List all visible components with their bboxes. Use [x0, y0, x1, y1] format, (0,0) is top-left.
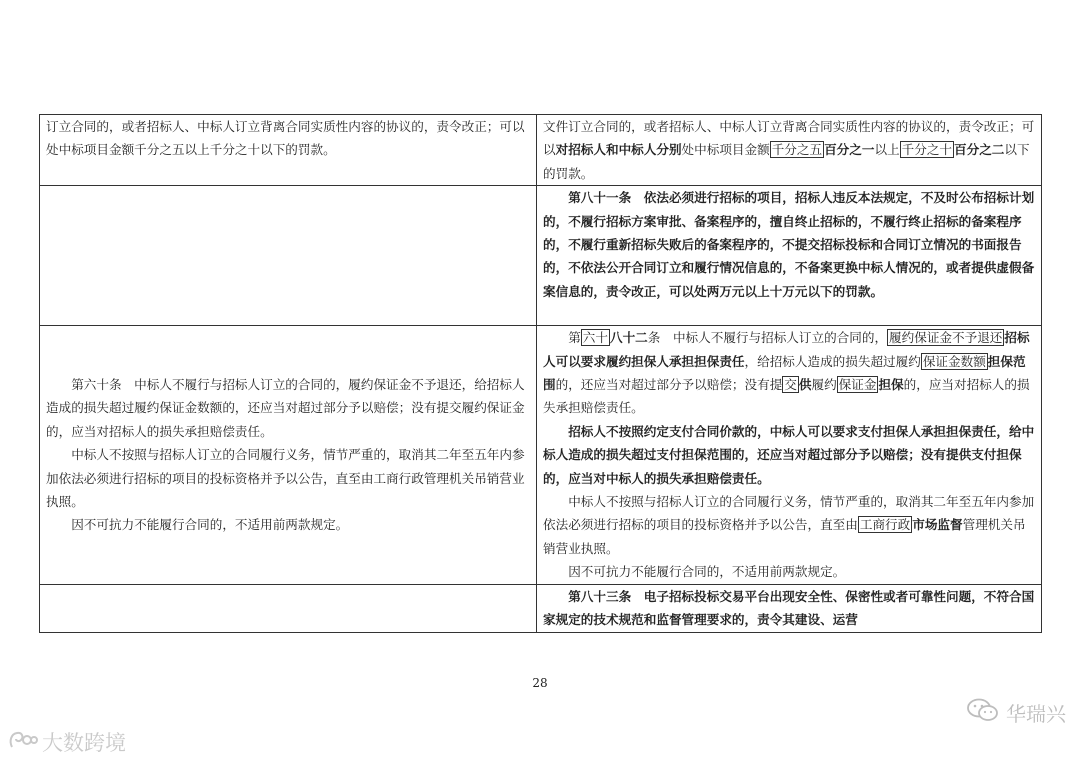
article-82-p2: 招标人不按照约定支付合同价款的，中标人可以要求支付担保人承担担保责任，给中标人造成的损失超过支付担保范围的，还应当对超过部分予以赔偿；没有提供支付担保的，应当对中标人的损失承担赔偿责任。 [543, 423, 1035, 486]
article-82-p1 [543, 326, 1035, 420]
article-82-p4: 因不可抗力不能履行合同的，不适用前两款规定。 [568, 564, 846, 580]
article-60-p3: 因不可抗力不能履行合同的，不适用前两款规定。 [71, 517, 349, 533]
article-81: 第八十一条 依法必须进行招标的项目，招标人违反本法规定，不及时公布招标计划的，不履行招标方案审批、备案程序的，擅自终止招标的，不履行终止招标的备案程序的，不履行重新招标失败后的备案程序的，不提交招标投标和合同订立情况的书面报告的，不依法公开合同订立和履行情况信息的，不备案更换中标人情况的，或者提供虚假备案信息的，责令改正，可以处两万元以上十万元以下的罚款。 [543, 190, 1035, 299]
new-text-cell [537, 186, 1042, 326]
old-text-cell-empty [40, 584, 537, 632]
deleted-text: 履约保证金不予退还 [889, 330, 1003, 346]
added-text: 供 [798, 377, 812, 393]
text-run: 以下的罚款。 [543, 142, 1030, 181]
logo-icon [8, 729, 38, 756]
watermark-left-text: 大数跨境 [42, 731, 126, 755]
comparison-table [39, 114, 1042, 633]
article-60-p1: 第六十条 中标人不履行与招标人订立的合同的，履约保证金不予退还，给招标人造成的损失超过履约保证金数额的，还应当对超过部分予以赔偿；没有提交履约保证金的，应当对招标人的损失承担赔偿责任。 [46, 377, 525, 439]
new-text-cell [537, 584, 1042, 632]
text-run: 中标人不按照与招标人订立的合同履行义务，情节严重的，取消其二年至五年内参加依法必须进行招标的项目的投标资格并予以公告，直至由 [543, 494, 1035, 533]
table-row [40, 584, 1042, 632]
old-paragraph: 订立合同的，或者招标人、中标人订立背离合同实质性内容的协议的，责令改正；可以处中标项目金额千分之五以上千分之十以下的罚款。 [46, 119, 525, 158]
added-text: 八十二 [609, 330, 648, 346]
deleted-text: 六十 [582, 330, 608, 346]
old-text-cell [40, 115, 537, 186]
article-82-p3 [543, 490, 1035, 560]
text-run: 处中标项目金额 [681, 142, 770, 158]
text-run: ，给招标人造成的损失超过履约 [744, 353, 921, 369]
added-text: 担保 [878, 377, 904, 393]
text-run: 条 中标人不履行与招标人订立的合同的， [647, 330, 888, 346]
old-text-cell [40, 326, 537, 584]
added-text: 百分之一 [824, 142, 875, 158]
added-text: 市场监督 [912, 517, 963, 533]
added-text: 招标人可以要求履约担保人承担担保责任 [543, 330, 1030, 369]
text-run: 以上 [874, 142, 900, 158]
added-text: 百分之二 [954, 142, 1005, 158]
table-row [40, 326, 1042, 584]
watermark-left [8, 727, 126, 757]
old-text-cell-empty [40, 186, 537, 326]
article-60-p2: 中标人不按照与招标人订立的合同履行义务，情节严重的，取消其二年至五年内参加依法必须进行招标的项目的投标资格并予以公告，直至由工商行政管理机关吊销营业执照。 [46, 447, 525, 510]
added-text: 担保范围 [543, 353, 1026, 393]
wechat-icon [966, 697, 1000, 728]
deleted-text: 保证金数额 [922, 353, 986, 369]
deleted-text: 交 [784, 377, 797, 393]
new-text-cell [537, 115, 1042, 186]
watermark-right-text: 华瑞兴 [1006, 702, 1066, 726]
deleted-text: 千分之十 [901, 142, 952, 158]
text-run: 的，还应当对超过部分予以赔偿；没有提 [555, 377, 783, 393]
text-run: 管理机关吊销营业执照。 [543, 517, 1026, 556]
new-paragraph [543, 115, 1035, 185]
text-run: 文件订立合同的，或者招标人、中标人订立背离合同实质性内容的协议的，责令改正；可以 [543, 119, 1035, 158]
new-text-cell [537, 326, 1042, 584]
article-83: 第八十三条 电子招标投标交易平台出现安全性、保密性或者可靠性问题，不符合国家规定的技术规范和监督管理要求的，责令其建设、运营 [543, 588, 1035, 628]
added-text: 对招标人和中标人分别 [555, 142, 682, 158]
text-run: 履约 [811, 377, 837, 393]
text-run: 的，应当对招标人的损失承担赔偿责任。 [543, 377, 1030, 416]
table-row [40, 186, 1042, 326]
deleted-text: 工商行政 [859, 517, 911, 533]
watermark-right [966, 697, 1066, 728]
text-run: 第 [568, 330, 581, 346]
table-row [40, 115, 1042, 186]
page-number: 28 [532, 676, 548, 690]
deleted-text: 保证金 [838, 377, 877, 393]
deleted-text: 千分之五 [771, 142, 823, 158]
